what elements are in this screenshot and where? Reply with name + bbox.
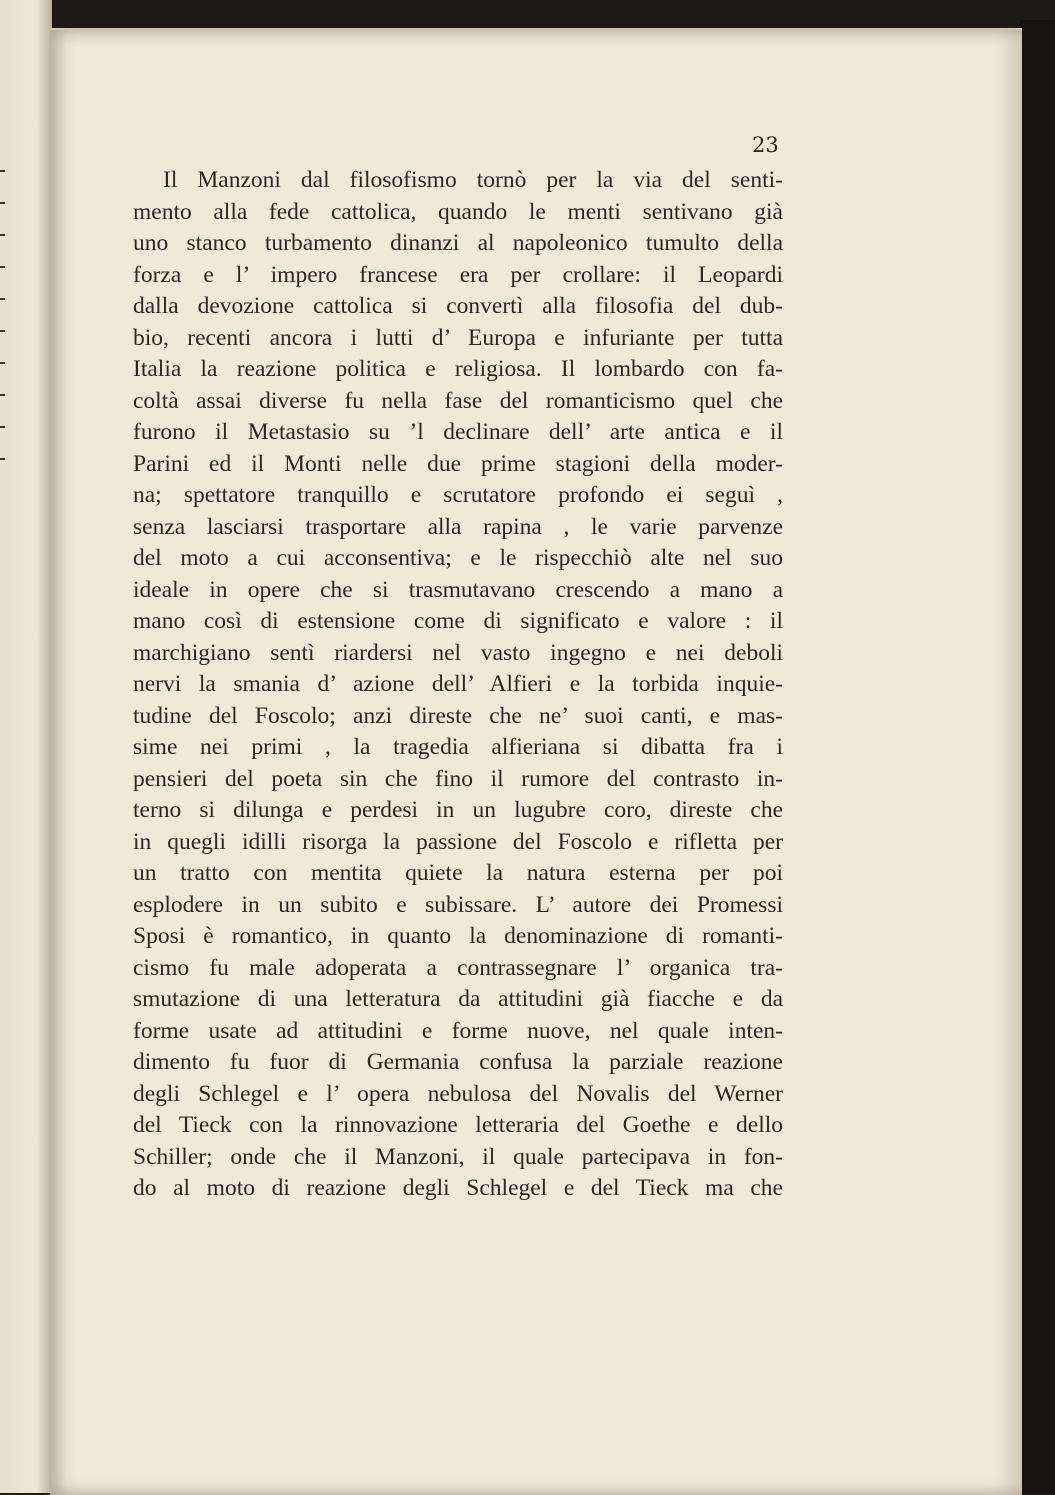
text-line: un tratto con mentita quiete la natura esterna per poi (133, 860, 783, 886)
text-line: cismo fu male adoperata a contrassegnare l’ organica tra- (133, 954, 783, 981)
text-line: Parini ed il Monti nelle due prime stagioni della moder- (133, 450, 783, 477)
text-line: sime nei primi , la tragedia alfieriana si dibatta fra i (133, 734, 783, 760)
text-line: dimento fu fuor di Germania confusa la parziale reazione (133, 1049, 783, 1075)
text-line: del Tieck con la rinnovazione letteraria del Goethe e dello (133, 1112, 783, 1138)
text-line: forza e l’ impero francese era per crollare: il Leopardi (133, 261, 783, 288)
text-line: pensieri del poeta sin che fino il rumore del contrasto in- (133, 765, 783, 792)
text-line: smutazione di una letteratura da attitudini già fiacche e da (133, 986, 783, 1012)
page-number: 23 (752, 133, 779, 157)
text-line: in quegli idilli risorga la passione del Foscolo e rifletta per (133, 828, 783, 855)
previous-page-edge (0, 0, 52, 1493)
text-line: terno si dilunga e perdesi in un lugubre coro, direste che (133, 797, 783, 823)
text-line: mano così di estensione come di significato e valore : il (133, 608, 783, 634)
text-line: Italia la reazione politica e religiosa. Il lombardo con fa- (133, 356, 783, 382)
text-line: uno stanco turbamento dinanzi al napoleonico tumulto della (133, 230, 783, 256)
text-line: mento alla fede cattolica, quando le menti sentivano già (133, 198, 783, 225)
text-line: do al moto di reazione degli Schlegel e del Tieck ma che (133, 1175, 783, 1201)
previous-page-text-fragments (0, 170, 8, 490)
body-paragraph (133, 165, 783, 1205)
text-line: forme usate ad attitudini e forme nuove, nel quale inten- (133, 1017, 783, 1044)
text-line: coltà assai diverse fu nella fase del romanticismo quel che (133, 387, 783, 414)
text-line: bio, recenti ancora i lutti d’ Europa e infuriante per tutta (133, 324, 783, 351)
text-line: na; spettatore tranquillo e scrutatore profondo ei seguì , (133, 482, 783, 508)
text-line: Il Manzoni dal filosofismo tornò per la via del senti- (163, 167, 783, 193)
text-line: del moto a cui acconsentiva; e le rispecchiò alte nel suo (133, 545, 783, 571)
text-line: marchigiano sentì riardersi nel vasto ingegno e nei deboli (133, 639, 783, 666)
text-line: Schiller; onde che il Manzoni, il quale partecipava in fon- (133, 1143, 783, 1170)
text-line: senza lasciarsi trasportare alla rapina , le varie parvenze (133, 513, 783, 540)
text-line: esplodere in un subito e subissare. L’ autore dei Promessi (133, 891, 783, 918)
text-line: furono il Metastasio su ’l declinare dell’ arte antica e il (133, 419, 783, 445)
scan-background (1020, 20, 1055, 1493)
text-line: tudine del Foscolo; anzi direste che ne’ suoi canti, e mas- (133, 702, 783, 729)
text-line: degli Schlegel e l’ opera nebulosa del Novalis del Werner (133, 1080, 783, 1107)
text-line: ideale in opere che si trasmutavano crescendo a mano a (133, 576, 783, 603)
text-line: nervi la smania d’ azione dell’ Alfieri e la torbida inquie- (133, 671, 783, 697)
text-line: Sposi è romantico, in quanto la denominazione di romanti- (133, 923, 783, 949)
text-line: dalla devozione cattolica si convertì alla filosofia del dub- (133, 293, 783, 319)
